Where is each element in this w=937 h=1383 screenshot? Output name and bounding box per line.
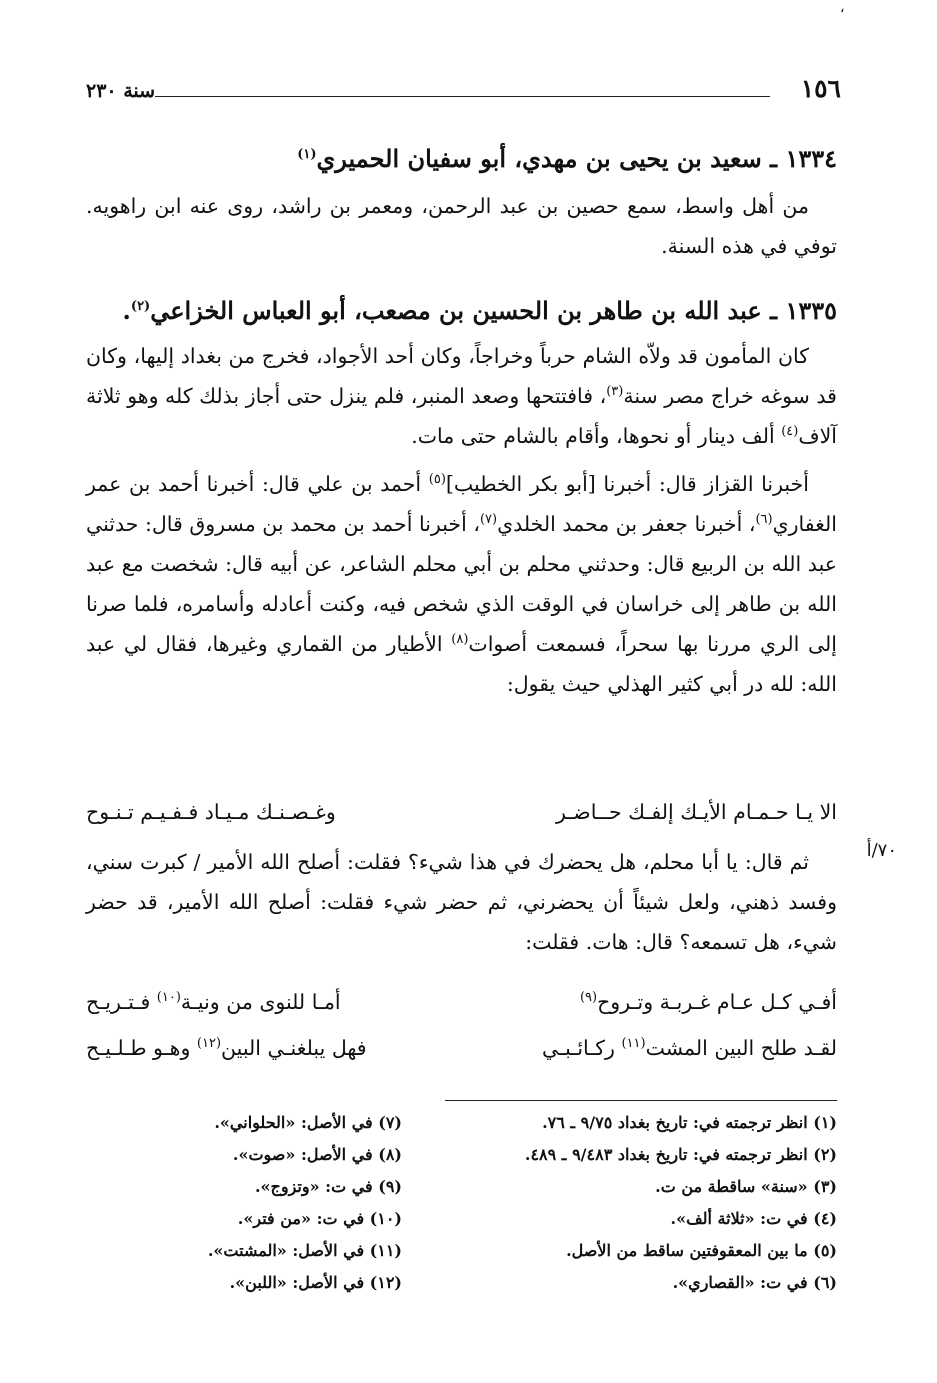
- footnote: (١٠) في ت: «من فتر».: [237, 1209, 402, 1228]
- entry-heading: ١٣٣٤ ـ سعيد بن يحيى بن مهدي، أبو سفيان الحميري$^{(١)}$: [297, 144, 837, 173]
- footnote: (٧) في الأصل: «الحلواني».: [214, 1113, 402, 1132]
- footnote-ref: (١٢): [196, 1036, 222, 1052]
- entry-1335-continued: [86, 842, 837, 962]
- footnote-ref: (٢): [130, 299, 151, 314]
- footnote-ref: (١): [297, 147, 317, 162]
- footnote-rule: [445, 1100, 837, 1101]
- footnote: (٩) في ت: «وتزوج».: [254, 1177, 402, 1196]
- footnotes-left-column: [142, 1107, 402, 1299]
- footnote: (١١) في الأصل: «المشتت».: [207, 1241, 402, 1260]
- footnote-ref: (٦): [755, 512, 773, 528]
- verse-hemistich: وغـصـنـك مـيـاد فـفـيـم تـنـوح: [86, 800, 336, 824]
- footnote-ref: (٤): [781, 424, 799, 440]
- verse-hemistich: فهل يبلغنـي البين$^{(١٢)}$ وهـو طـلـيـح: [86, 1036, 367, 1060]
- footnote-ref: (٥): [428, 472, 446, 488]
- manuscript-folio-note: ٧٠/أ: [866, 840, 897, 861]
- verse-line: [86, 800, 837, 840]
- verse-line: [86, 1036, 837, 1076]
- footnote-ref: (٣): [606, 384, 624, 400]
- entry-1334: [86, 140, 837, 266]
- paragraph: كان المأمون قد ولاّه الشام حرباً وخراجاً، وكان أحد الأجواد، فخرج من بغداد إليها، وكان قد سوغه خراج مصر سنة$^{(٣)}$، فافتتحها وصعد المنبر، فلم ينزل حتى أجاز بذلك كله وهو ثلاثة آلاف$^{(٤)}$ ألف دينار أو نحوها، وأقام بالشام حتى مات.: [86, 344, 837, 448]
- verse-hemistich: أمـا للنوى من ونيـة$^{(١٠)}$ فـتـريـح: [86, 990, 341, 1014]
- verse-hemistich: الا يـا حـمـام الأيـك إلفـك حــاضـر: [555, 800, 837, 824]
- footnote: (٦) في ت: «القصاري».: [672, 1273, 837, 1292]
- verse-hemistich: أفـي كـل عـام غـربـة وتـروح$^{(٩)}$: [579, 990, 837, 1014]
- verse-line: [86, 990, 837, 1030]
- running-head-year: سنة ٢٣٠: [86, 80, 156, 102]
- paragraph: ثم قال: يا أبا محلم، هل يحضرك في هذا شيء؟ فقلت: أصلح الله الأمير / كبرت سني، وفسد ذهني، ولعل شيئاً أن يحضرني، ثم حضر شيء فقلت: أصلح الله الأمير، قد حضر شيء، هل تسمعه؟ قال: هات. فقلت:: [86, 850, 837, 954]
- footnote: (٣) «سنة» ساقطة من ت.: [655, 1177, 837, 1196]
- footnote: (٨) في الأصل: «صوت».: [232, 1145, 402, 1164]
- paragraph: أخبرنا القزاز قال: أخبرنا [أبو بكر الخطيب]$^{(٥)}$ أحمد بن علي قال: أخبرنا أحمد بن عمر الغفاري$^{(٦)}$، أخبرنا جعفر بن محمد الخلدي$^{(٧)}$، أخبرنا أحمد بن محمد بن مسروق قال: حدثني عبد الله بن الربيع قال: وحدثني محلم بن أبي محلم الشاعر، عن أبيه قال: شخصت مع عبد الله بن طاهر إلى خراسان في الوقت الذي شخص فيه، وكنت أعادله وأسامره، فلما صرنا إلى الري مررنا بها سحراً، فسمعت أصوات$^{(٨)}$ الأطيار من القماري وغيرها، فقال لي عبد الله: لله در أبي كثير الهذلي حيث يقول:: [86, 472, 837, 696]
- footnote: (٤) في ت: «ثلاثة ألف».: [670, 1209, 837, 1228]
- footnote: (١) انظر ترجمته في: تاريخ بغداد ٩/٧٥ ـ ٧٦.: [542, 1113, 837, 1132]
- footnote-ref: (١٠): [156, 990, 181, 1006]
- entry-heading: ١٣٣٥ ـ عبد الله بن طاهر بن الحسين بن مصعب، أبو العباس الخزاعي$^{(٢)}$.: [122, 296, 837, 325]
- footnote-ref: (٧): [479, 512, 498, 528]
- entry-1335: [86, 292, 837, 704]
- footnote: (١٢) في الأصل: «اللبن».: [229, 1273, 402, 1292]
- footnotes-right-column: [477, 1107, 837, 1299]
- footnote-ref: (١١): [621, 1036, 646, 1052]
- scan-mark: ،: [840, 0, 845, 16]
- footnote-ref: (٩): [579, 990, 598, 1006]
- verse-hemistich: لقـد طلح البين المشت$^{(١١)}$ ركـائـبـي: [542, 1036, 837, 1060]
- entry-body: من أهل واسط، سمع حصين بن عبد الرحمن، ومعمر بن راشد، روى عنه ابن راهويه. توفي في هذه السنة.: [86, 194, 837, 258]
- page-number: ١٥٦: [800, 74, 841, 103]
- footnote-ref: (٨): [451, 632, 469, 648]
- header-rule: [155, 96, 770, 97]
- footnote: (٥) ما بين المعقوفتين ساقط من الأصل.: [566, 1241, 837, 1260]
- footnote: (٢) انظر ترجمته في: تاريخ بغداد ٩/٤٨٣ ـ ٤٨٩.: [524, 1145, 837, 1164]
